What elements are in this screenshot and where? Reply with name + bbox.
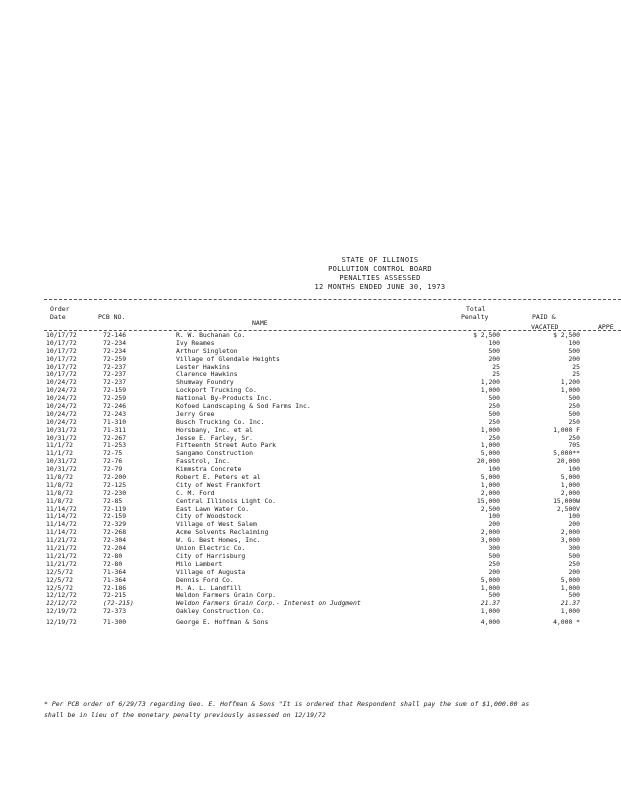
order-date-cell: 10/17/72 [46, 331, 77, 339]
pcb-number-cell: 72-237 [103, 378, 127, 387]
name-cell: Lockport Trucking Co. [176, 387, 257, 395]
total-penalty-cell: 2,500 [480, 504, 500, 513]
table-row [0, 498, 621, 506]
table-row [0, 466, 621, 474]
col-name-head: NAME [252, 319, 268, 327]
col-pcb-head: PCB NO. [98, 313, 126, 321]
total-penalty-cell: 25 [492, 370, 500, 379]
order-date-cell: 11/14/72 [46, 512, 77, 521]
penalties-table [0, 332, 621, 628]
name-cell: R. W. Buchanan Co. [176, 332, 246, 339]
pcb-number-cell: 72-243 [103, 409, 127, 418]
table-row [0, 387, 621, 395]
footnote-line-1: * Per PCB order of 6/29/73 regarding Geo. E. Hoffman & Sons "It is ordered that Respondent shall pay the sum of $1,000.00 as [44, 700, 530, 708]
table-row [0, 521, 621, 529]
pcb-number-cell: 72-159 [103, 386, 127, 395]
paid-vacated-cell: 100 [568, 512, 580, 521]
name-cell: City of Woodstock [176, 513, 242, 521]
header-top-rule [44, 299, 621, 300]
col-date-head-2: Date [50, 313, 66, 321]
report-title-line-1: STATE OF ILLINOIS [341, 256, 419, 264]
table-row [0, 356, 621, 364]
paid-vacated-cell: 500 [568, 591, 580, 600]
footnote-line-2: shall be in lieu of the monetary penalty previously assessed on 12/19/72 [44, 711, 326, 719]
paid-vacated-cell: 2,500V [556, 504, 580, 513]
table-row [0, 435, 621, 443]
order-date-cell: 11/1/72 [46, 449, 73, 458]
paid-vacated-cell: 2,000 [560, 488, 580, 497]
name-cell: Union Electric Co. [176, 545, 246, 553]
table-row [0, 616, 621, 628]
name-cell: Kofoed Landscaping & Sod Farms Inc. [176, 403, 311, 411]
col-appeal-head: APPE [598, 323, 614, 331]
name-cell: W. G. Best Homes, Inc. [176, 537, 261, 545]
pcb-number-cell: 72-237 [103, 362, 127, 371]
name-cell: City of West Frankfort [176, 481, 261, 489]
paid-vacated-cell: 500 [568, 551, 580, 560]
total-penalty-cell: 100 [488, 512, 500, 521]
total-penalty-cell: 500 [488, 409, 500, 418]
table-row [0, 364, 621, 372]
total-penalty-cell: 250 [488, 433, 500, 442]
order-date-cell: 11/14/72 [46, 504, 77, 513]
order-date-cell: 10/31/72 [46, 433, 77, 442]
total-penalty-cell: 2,000 [480, 528, 500, 537]
table-row [0, 608, 621, 616]
order-date-cell: 11/14/72 [46, 528, 77, 537]
name-cell: Weldon Farmers Grain Corp. [176, 592, 277, 600]
order-date-cell: 10/31/72 [46, 425, 77, 434]
total-penalty-cell: 1,000 [480, 583, 500, 592]
name-cell: Fasstrol, Inc. [176, 458, 230, 466]
name-cell: M. A. L. Landfill [176, 584, 242, 592]
name-cell: Jerry Gree [176, 410, 215, 418]
total-penalty-cell: $ 2,500 [473, 331, 500, 339]
table-row [0, 545, 621, 553]
paid-vacated-cell: 1,000 [560, 386, 580, 395]
table-row [0, 585, 621, 593]
table-row [0, 379, 621, 387]
name-cell: Weldon Farmers Grain Corp.- Interest on Judgment [176, 600, 361, 608]
order-date-cell: 11/21/72 [46, 559, 77, 568]
col-paid-head-1: PAID & [532, 313, 556, 321]
paid-vacated-cell: 1,000 [560, 583, 580, 592]
paid-vacated-cell: 20,000 [556, 457, 580, 466]
name-cell: Robert E. Peters et al [176, 474, 261, 482]
table-row [0, 482, 621, 490]
pcb-number-cell: 72-246 [103, 402, 127, 411]
total-penalty-cell: 5,000 [480, 449, 500, 458]
order-date-cell: 12/5/72 [46, 567, 73, 576]
order-date-cell: 11/8/72 [46, 480, 73, 489]
total-penalty-cell: 500 [488, 346, 500, 355]
order-date-cell: 12/5/72 [46, 575, 73, 584]
table-row [0, 332, 621, 340]
order-date-cell: 11/14/72 [46, 520, 77, 529]
paid-vacated-cell: 500 [568, 394, 580, 403]
pcb-number-cell: 72-159 [103, 512, 127, 521]
table-row [0, 553, 621, 561]
name-cell: Dennis Ford Co. [176, 576, 234, 584]
paid-vacated-cell: $ 2,500 [553, 331, 580, 339]
name-cell: Village of Glendale Heights [176, 355, 280, 363]
name-cell: Lester Hawkins [176, 363, 230, 371]
table-row [0, 529, 621, 537]
pcb-number-cell: 72-329 [103, 520, 127, 529]
pcb-number-cell: 72-259 [103, 354, 127, 363]
pcb-number-cell: 72-215 [103, 591, 127, 600]
pcb-number-cell: 72-80 [103, 559, 123, 568]
total-penalty-cell: 250 [488, 402, 500, 411]
order-date-cell: 10/24/72 [46, 394, 77, 403]
pcb-number-cell: 72-373 [103, 607, 127, 616]
order-date-cell: 10/17/72 [46, 338, 77, 347]
order-date-cell: 12/19/72 [46, 618, 77, 627]
pcb-number-cell: 72-125 [103, 480, 127, 489]
name-cell: Village of Augusta [176, 568, 246, 576]
name-cell: Fifteenth Street Auto Park [176, 442, 277, 450]
table-row [0, 427, 621, 435]
pcb-number-cell: 72-85 [103, 496, 123, 505]
table-row [0, 450, 621, 458]
pcb-number-cell: 72-267 [103, 433, 127, 442]
order-date-cell: 10/24/72 [46, 402, 77, 411]
total-penalty-cell: 21.37 [480, 599, 500, 608]
paid-vacated-cell: 250 [568, 559, 580, 568]
name-cell: Horsbany, Inc. et al [176, 426, 253, 434]
pcb-number-cell: 72-76 [103, 457, 123, 466]
report-title-line-4: 12 MONTHS ENDED JUNE 30, 1973 [314, 283, 446, 291]
table-row [0, 348, 621, 356]
total-penalty-cell: 100 [488, 338, 500, 347]
total-penalty-cell: 1,000 [480, 441, 500, 450]
total-penalty-cell: 200 [488, 520, 500, 529]
paid-vacated-cell: 5,000 [560, 575, 580, 584]
total-penalty-cell: 15,000 [476, 496, 500, 505]
name-cell: C. M. Ford [176, 489, 215, 497]
table-row [0, 419, 621, 427]
pcb-number-cell: 71-310 [103, 417, 127, 426]
total-penalty-cell: 25 [492, 362, 500, 371]
total-penalty-cell: 500 [488, 551, 500, 560]
name-cell: Kimmstra Concrete [176, 466, 242, 474]
table-row [0, 513, 621, 521]
name-cell: Acme Solvents Reclaiming [176, 529, 269, 537]
name-cell: Busch Trucking Co. Inc. [176, 418, 265, 426]
paid-vacated-cell: 25 [572, 362, 580, 371]
pcb-number-cell: 72-230 [103, 488, 127, 497]
name-cell: Milo Lambert [176, 560, 223, 568]
table-row [0, 600, 621, 608]
order-date-cell: 10/24/72 [46, 386, 77, 395]
name-cell: Clarence Hawkins [176, 371, 238, 379]
table-row [0, 490, 621, 498]
header-bottom-rule [44, 330, 621, 331]
order-date-cell: 10/31/72 [46, 457, 77, 466]
report-title-line-3: PENALTIES ASSESSED [339, 274, 421, 282]
order-date-cell: 12/5/72 [46, 583, 73, 592]
table-row [0, 474, 621, 482]
total-penalty-cell: 200 [488, 354, 500, 363]
report-title-line-2: POLLUTION CONTROL BOARD [328, 265, 432, 273]
total-penalty-cell: 3,000 [480, 536, 500, 545]
paid-vacated-cell: 5,000** [553, 449, 580, 458]
pcb-number-cell: 72-237 [103, 370, 127, 379]
col-date-head-1: Order [50, 305, 70, 313]
order-date-cell: 10/31/72 [46, 465, 77, 474]
order-date-cell: 11/8/72 [46, 488, 73, 497]
order-date-cell: 11/1/72 [46, 441, 73, 450]
paid-vacated-cell: 1,000 [560, 480, 580, 489]
pcb-number-cell: 72-186 [103, 583, 127, 592]
paid-vacated-cell: 2,000 [560, 528, 580, 537]
pcb-number-cell: 72-75 [103, 449, 123, 458]
order-date-cell: 10/17/72 [46, 370, 77, 379]
pcb-number-cell: 72-268 [103, 528, 127, 537]
order-date-cell: 10/24/72 [46, 409, 77, 418]
paid-vacated-cell: 705 [568, 441, 580, 450]
total-penalty-cell: 250 [488, 559, 500, 568]
total-penalty-cell: 1,000 [480, 386, 500, 395]
table-row [0, 340, 621, 348]
paid-vacated-cell: 200 [568, 567, 580, 576]
total-penalty-cell: 4,000 [480, 618, 500, 627]
paid-vacated-cell: 15,000W [553, 496, 580, 505]
order-date-cell: 11/21/72 [46, 551, 77, 560]
paid-vacated-cell: 500 [568, 409, 580, 418]
paid-vacated-cell: 500 [568, 346, 580, 355]
pcb-number-cell: 72-119 [103, 504, 127, 513]
total-penalty-cell: 20,000 [476, 457, 500, 466]
table-row [0, 577, 621, 585]
name-cell: Arthur Singleton [176, 347, 238, 355]
paid-vacated-cell: 250 [568, 417, 580, 426]
total-penalty-cell: 500 [488, 591, 500, 600]
col-paid-head-2: VACATED [531, 323, 559, 331]
paid-vacated-cell: 5,000 [560, 473, 580, 482]
name-cell: Village of West Salem [176, 521, 257, 529]
paid-vacated-cell: 1,200 [560, 378, 580, 387]
order-date-cell: 12/19/72 [46, 607, 77, 616]
pcb-number-cell: 71-300 [103, 618, 127, 627]
total-penalty-cell: 250 [488, 417, 500, 426]
order-date-cell: 12/12/72 [46, 591, 77, 600]
pcb-number-cell: 71-311 [103, 425, 127, 434]
table-row [0, 537, 621, 545]
name-cell: George E. Hoffman & Sons [176, 618, 269, 627]
total-penalty-cell: 200 [488, 567, 500, 576]
order-date-cell: 11/8/72 [46, 473, 73, 482]
total-penalty-cell: 500 [488, 394, 500, 403]
paid-vacated-cell: 300 [568, 544, 580, 553]
name-cell: Ivy Reames [176, 339, 215, 347]
pcb-number-cell: 71-364 [103, 575, 127, 584]
table-row [0, 458, 621, 466]
pcb-number-cell: 71-253 [103, 441, 127, 450]
order-date-cell: 10/17/72 [46, 354, 77, 363]
order-date-cell: 10/17/72 [46, 362, 77, 371]
paid-vacated-cell: 4,000 * [553, 618, 580, 627]
pcb-number-cell: 72-79 [103, 465, 123, 474]
total-penalty-cell: 2,000 [480, 488, 500, 497]
paid-vacated-cell: 200 [568, 354, 580, 363]
table-row [0, 411, 621, 419]
order-date-cell: 11/21/72 [46, 536, 77, 545]
order-date-cell: 12/12/72 [46, 599, 77, 608]
order-date-cell: 11/21/72 [46, 544, 77, 553]
pcb-number-cell: 72-234 [103, 338, 127, 347]
name-cell: Shumway Foundry [176, 379, 234, 387]
total-penalty-cell: 1,000 [480, 480, 500, 489]
pcb-number-cell: 72-204 [103, 544, 127, 553]
total-penalty-cell: 1,000 [480, 607, 500, 616]
table-row [0, 592, 621, 600]
name-cell: National By-Products Inc. [176, 395, 273, 403]
paid-vacated-cell: 25 [572, 370, 580, 379]
paid-vacated-cell: 1,000 [560, 607, 580, 616]
name-cell: Oakley Construction Co. [176, 608, 265, 616]
name-cell: Sangamo Construction [176, 450, 253, 458]
paid-vacated-cell: 21.37 [560, 599, 580, 608]
table-row [0, 569, 621, 577]
table-row [0, 403, 621, 411]
pcb-number-cell: (72-215) [103, 599, 134, 608]
pcb-number-cell: 72-304 [103, 536, 127, 545]
paid-vacated-cell: 100 [568, 338, 580, 347]
order-date-cell: 10/17/72 [46, 346, 77, 355]
order-date-cell: 10/24/72 [46, 417, 77, 426]
table-row [0, 506, 621, 514]
pcb-number-cell: 72-234 [103, 346, 127, 355]
pcb-number-cell: 72-200 [103, 473, 127, 482]
paid-vacated-cell: 250 [568, 433, 580, 442]
table-row [0, 442, 621, 450]
pcb-number-cell: 72-146 [103, 331, 127, 339]
total-penalty-cell: 300 [488, 544, 500, 553]
name-cell: Jesse E. Farley, Sr. [176, 434, 253, 442]
name-cell: East Lawn Water Co. [176, 505, 250, 513]
paid-vacated-cell: 100 [568, 465, 580, 474]
pcb-number-cell: 72-80 [103, 551, 123, 560]
table-row [0, 371, 621, 379]
table-row [0, 395, 621, 403]
paid-vacated-cell: 3,000 [560, 536, 580, 545]
col-penalty-head-1: Total [466, 305, 486, 313]
paid-vacated-cell: 1,000 F [553, 425, 580, 434]
name-cell: Central Illinois Light Co. [176, 497, 277, 505]
table-row [0, 561, 621, 569]
order-date-cell: 10/24/72 [46, 378, 77, 387]
paid-vacated-cell: 200 [568, 520, 580, 529]
total-penalty-cell: 5,000 [480, 473, 500, 482]
paid-vacated-cell: 250 [568, 402, 580, 411]
total-penalty-cell: 1,200 [480, 378, 500, 387]
order-date-cell: 11/8/72 [46, 496, 73, 505]
pcb-number-cell: 72-259 [103, 394, 127, 403]
total-penalty-cell: 1,000 [480, 425, 500, 434]
name-cell: City of Harrisburg [176, 552, 246, 560]
col-penalty-head-2: Penalty [461, 313, 489, 321]
total-penalty-cell: 5,000 [480, 575, 500, 584]
pcb-number-cell: 71-364 [103, 567, 127, 576]
total-penalty-cell: 100 [488, 465, 500, 474]
